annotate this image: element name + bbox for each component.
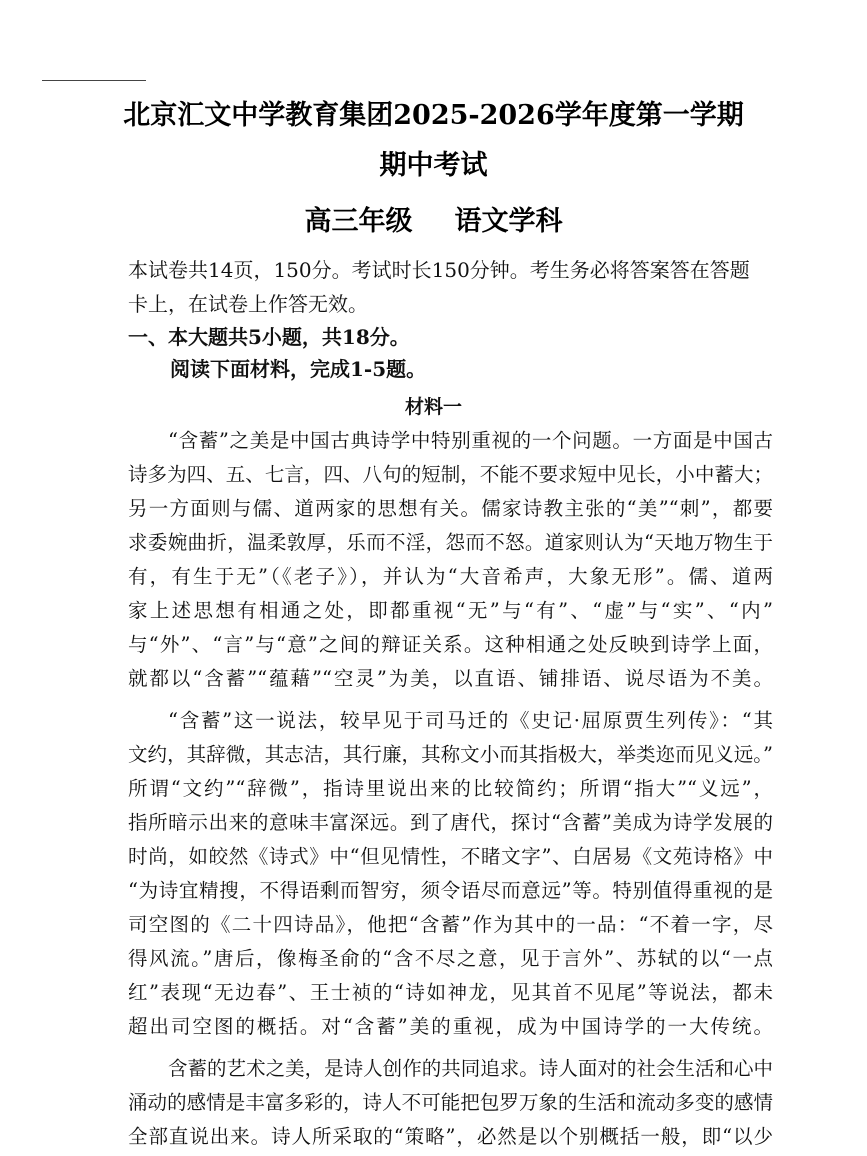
grade-label: 高三年级: [304, 206, 413, 237]
section-heading: 一、本大题共5小题，共18分。: [128, 325, 410, 349]
passage-line: 超出司空图的概括。对“含蓄”美的重视，成为中国诗学的一大传统。: [128, 1015, 773, 1038]
passage-line: 红”表现“无边春”、王士祯的“诗如神龙，见其首不见尾”等说法，都未: [128, 981, 773, 1004]
passage-line: 另一方面则与儒、道两家的思想有关。儒家诗教主张的“美”“刺”，都要: [128, 497, 773, 520]
top-rule: [42, 80, 146, 81]
passage-line: 文约，其辞微，其志洁，其行廉，其称文小而其指极大，举类迩而见义远。”: [128, 743, 773, 766]
passage-line: 诗多为四、五、七言，四、八句的短制，不能不要求短中见长，小中蓄大；: [128, 463, 773, 486]
exam-subtitle: 期中考试: [379, 150, 488, 181]
passage-line: 司空图的《二十四诗品》，他把“含蓄”作为其中的一品：“不着一字，尽: [128, 913, 773, 936]
passage-line: 所谓“文约”“辞微”，指诗里说出来的比较简约；所谓“指大”“义远”，: [128, 777, 773, 800]
passage-line: 求委婉曲折，温柔敦厚，乐而不淫，怨而不怒。道家则认为“天地万物生于: [128, 531, 773, 554]
exam-title: 北京汇文中学教育集团2025-2026学年度第一学期: [123, 100, 744, 131]
subject-label: 语文学科: [454, 206, 563, 237]
passage-line: 就都以“含蓄”“蕴藉”“空灵”为美，以直语、铺排语、说尽语为不美。: [128, 667, 773, 690]
grade-subject-line: [0, 202, 867, 242]
passage-line: “含蓄”之美是中国古典诗学中特别重视的一个问题。一方面是中国古: [168, 429, 773, 452]
passage-line: “为诗宜精搜，不得语剩而智穷，须令语尽而意远”等。特别值得重视的是: [128, 879, 773, 902]
passage-line: 与“外”、“言”与“意”之间的辩证关系。这种相通之处反映到诗学上面，: [128, 633, 773, 656]
passage-line: 家上述思想有相通之处，即都重视“无”与“有”、“虚”与“实”、“内”: [128, 599, 773, 622]
exam-instruction-line-1: 本试卷共14页，150分。考试时长150分钟。考生务必将答案答在答题: [128, 258, 750, 282]
passage-line: 有，有生于无”（《老子》），并认为“大音希声，大象无形”。儒、道两: [128, 565, 773, 588]
reading-prompt: 阅读下面材料，完成1-5题。: [170, 357, 427, 381]
passage-line: 含蓄的艺术之美，是诗人创作的共同追求。诗人面对的社会生活和心中: [168, 1057, 773, 1080]
passage-line: 时尚，如皎然《诗式》中“但见情性，不睹文字”、白居易《文苑诗格》中: [128, 845, 773, 868]
passage-line: 涌动的感情是丰富多彩的，诗人不可能把包罗万象的生活和流动多变的感情: [128, 1091, 773, 1114]
passage-line: 全部直说出来。诗人所采取的“策略”，必然是以个别概括一般，即“以少: [128, 1125, 773, 1148]
passage-line: 得风流。”唐后，像梅圣俞的“含不尽之意，见于言外”、苏轼的以“一点: [128, 947, 773, 970]
passage-line: 指所暗示出来的意味丰富深远。到了唐代，探讨“含蓄”美成为诗学发展的: [128, 811, 773, 834]
material-title: 材料一: [404, 396, 462, 418]
exam-instruction-line-2: 卡上，在试卷上作答无效。: [128, 292, 368, 316]
passage-line: “含蓄”这一说法，较早见于司马迁的《史记·屈原贾生列传》：“其: [168, 709, 773, 732]
